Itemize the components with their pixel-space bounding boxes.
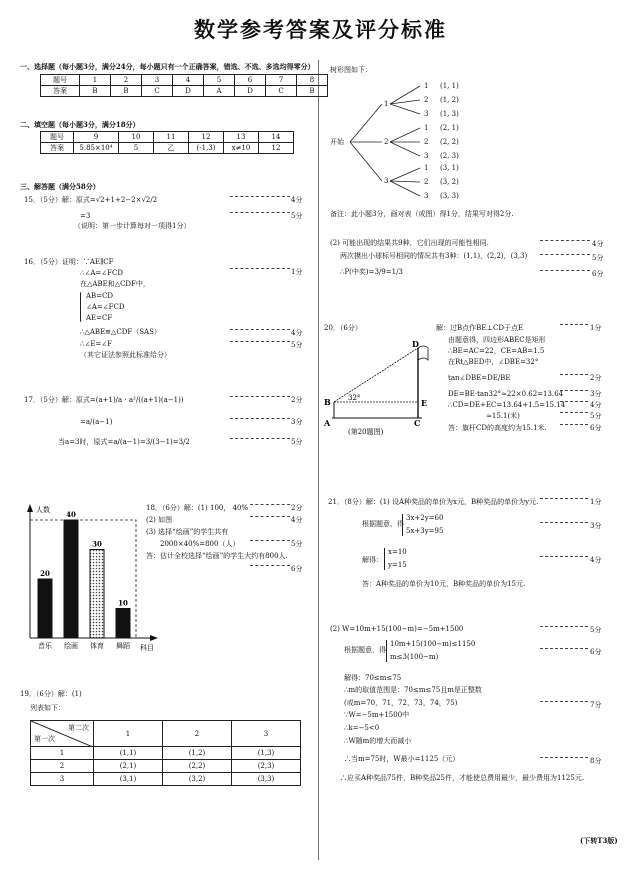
- tree-branch: [390, 100, 420, 104]
- tree-start: 开始: [330, 138, 344, 146]
- x-axis-label: 科目: [140, 644, 154, 652]
- cell: 12: [189, 132, 224, 143]
- category-label: 音乐: [38, 642, 52, 650]
- q18-score2: 4分: [291, 516, 303, 524]
- tree-second-node: 3: [424, 152, 429, 160]
- q20-line6: tan∠DBE=DE/BE: [448, 374, 511, 382]
- footer-note: (下转T3版): [580, 836, 618, 845]
- q20-line9: ≈15.1(米): [486, 412, 520, 420]
- q19b-score1: 4分: [592, 240, 604, 248]
- cell: (3,3): [232, 773, 301, 786]
- point-A: A: [324, 418, 331, 428]
- cell: 2: [111, 75, 142, 86]
- cell: A: [204, 86, 235, 97]
- q21-line7: y=15: [388, 561, 407, 569]
- q21-line3: 3x+2y=60: [406, 514, 444, 522]
- q15-score1: 4分: [291, 196, 303, 204]
- section3-heading: 三、解答题（满分58分）: [20, 182, 100, 191]
- q18-line2: (2) 如图: [146, 516, 173, 524]
- q15-line2: =3: [80, 212, 91, 220]
- q19-line1: 19．（6分）解：(1): [20, 690, 82, 698]
- bar-音乐: [38, 579, 52, 638]
- q20-line8: ∴CD=DE+EC=13.64+1.5=15.14: [448, 401, 566, 409]
- q16-score2: 4分: [291, 329, 303, 337]
- q20-score3: 3分: [590, 390, 602, 398]
- tree-second-node: 2: [424, 138, 429, 146]
- tree-second-node: 1: [424, 82, 429, 90]
- q21-m12: ∴应买A种奖品75件，B种奖品25件，才能使总费用最少，最少费用为1125元.: [340, 774, 585, 782]
- bar-value-label: 10: [118, 598, 128, 608]
- tree-second-node: 3: [424, 192, 429, 200]
- cell: 12: [259, 143, 294, 154]
- tree-branch: [390, 181, 420, 196]
- bar-绘画: [64, 520, 78, 638]
- q21-line2: 根据题意，得: [362, 520, 404, 528]
- q17-score2: 3分: [291, 418, 303, 426]
- q19-line2: 列表如下：: [30, 704, 65, 712]
- q16-score3: 5分: [291, 341, 303, 349]
- q16-line1: 16．（5分）证明：∵AE∥CF: [24, 258, 114, 266]
- tree-branch: [390, 168, 420, 181]
- q17-score1: 2分: [291, 396, 303, 404]
- tree-result: (2, 1): [440, 124, 459, 132]
- cell: 3: [142, 75, 173, 86]
- q19b-line2: 两次摸出小球标号相同的情况共有3种：(1,1)，(2,2)，(3,3): [340, 252, 528, 260]
- page-title: 数学参考答案及评分标准: [194, 18, 447, 42]
- tree-result: (1, 2): [440, 96, 459, 104]
- cell: 1: [80, 75, 111, 86]
- category-label: 舞蹈: [116, 642, 130, 650]
- q21-m6: ∴m的取值范围是：70≤m≤75且m是正整数: [344, 686, 482, 694]
- q19-table: [30, 720, 301, 786]
- q20-score6: 6分: [590, 424, 602, 432]
- q20-line7: DE=BE·tan32°≈22×0.62=13.64: [448, 390, 564, 398]
- figure-caption: (第20题图): [348, 428, 384, 436]
- row-header: 1: [31, 747, 94, 760]
- point-B: B: [324, 397, 331, 407]
- q18-score1: 2分: [291, 504, 303, 512]
- q18-line3: (3) 选择“绘画”的学生共有: [146, 528, 229, 536]
- cell: C: [142, 86, 173, 97]
- tree-result: (3, 2): [440, 178, 459, 186]
- category-label: 体育: [90, 642, 104, 650]
- q20-line1: 20．（6分）: [324, 324, 362, 332]
- header-bottom: 第一次: [34, 735, 55, 743]
- q15-line3: （说明：第一步计算每对一项得1分）: [74, 222, 191, 230]
- tree-result: (2, 3): [440, 152, 459, 160]
- point-C: C: [414, 418, 421, 428]
- cell: (2,1): [94, 760, 163, 773]
- q17-score3: 5分: [291, 438, 303, 446]
- section2-table: [40, 131, 294, 154]
- cell: (2,3): [232, 760, 301, 773]
- cell: (-1,3): [189, 143, 224, 154]
- cell: x≠10: [224, 143, 259, 154]
- col-header: 2: [163, 721, 232, 747]
- q16-line2: ∴∠A=∠FCD: [80, 269, 123, 277]
- q18-line1: 18．（6分）解：(1) 100， 40%: [146, 504, 249, 512]
- bar-value-label: 40: [66, 510, 76, 519]
- header-top: 第二次: [68, 724, 89, 732]
- bar-value-label: 20: [40, 569, 50, 578]
- bar-舞蹈: [116, 609, 130, 639]
- q21-line1: 21．（8分）解：(1) 设A种奖品的单价为x元，B种奖品的单价为y元.: [328, 498, 539, 506]
- q21-score6: 7分: [590, 701, 602, 709]
- q16-score1: 1分: [291, 268, 303, 276]
- tree-second-node: 2: [424, 178, 429, 186]
- tree-branch: [390, 181, 420, 182]
- point-D: D: [412, 339, 419, 349]
- cell: D: [235, 86, 266, 97]
- q18-line4: 2000×40%=800（人）: [160, 540, 240, 548]
- q15-line1: 15．（5分）解：原式=√2+1+2−2×√2/2: [24, 196, 158, 204]
- q21-m8: ∵W=−5m+1500中: [344, 711, 410, 719]
- q21-score1: 1分: [590, 498, 602, 506]
- q15-score2: 5分: [291, 212, 303, 220]
- cell: C: [266, 86, 297, 97]
- q19b-score3: 6分: [592, 270, 604, 278]
- q18-score3: 5分: [291, 540, 303, 548]
- row-header: 2: [31, 760, 94, 773]
- col-header: 3: [232, 721, 301, 747]
- q21-score3: 4分: [590, 556, 602, 564]
- q16-line9: （其它证法参照此标准给分）: [80, 351, 171, 359]
- tree-branch: [390, 142, 420, 156]
- q21-m2: 根据题意，得: [344, 646, 386, 654]
- row-label: 题号: [41, 132, 74, 143]
- tree-result: (1, 3): [440, 110, 459, 118]
- q20-figure: [322, 338, 442, 438]
- tree-first-1: 1: [384, 100, 389, 108]
- tree-result: (2, 2): [440, 138, 459, 146]
- tree-first-3: 3: [384, 177, 389, 185]
- cell: 4: [173, 75, 204, 86]
- q21-m11: ∴当m=75时，W最小=1125（元）: [344, 755, 460, 763]
- q18-score4: 6分: [291, 565, 303, 573]
- q17-line2: =a/(a−1): [80, 418, 113, 426]
- row-header: 3: [31, 773, 94, 786]
- row-label: 答案: [41, 143, 74, 154]
- cell: (3,1): [94, 773, 163, 786]
- q20-line4: ∴BE=AC=22，CE=AB=1.5: [448, 347, 545, 355]
- cell: D: [173, 86, 204, 97]
- cell: 5: [119, 143, 154, 154]
- q20-line3: 由题意得，四边形ABEC是矩形: [448, 336, 546, 344]
- q17-line1: 17．（5分）解：原式=(a+1)/a · a²/((a+1)(a−1)): [24, 396, 184, 404]
- q21-line6: x=10: [388, 548, 407, 556]
- q19b-score2: 5分: [592, 254, 604, 262]
- q20-score1: 1分: [590, 324, 602, 332]
- tree-note: 备注：此小题3分，画对表（或图）得1分，结果写对得2分.: [330, 210, 514, 218]
- q21-m5: 解得：70≤m≤75: [344, 674, 402, 682]
- section1-heading: 一、选择题（每小题3分，满分24分，每小题只有一个正确答案，错选、不选、多选均得零分）: [20, 62, 315, 71]
- cell: B: [111, 86, 142, 97]
- tree-branch: [390, 104, 420, 114]
- q21-line5: 解得：: [362, 556, 383, 564]
- bar-value-label: 30: [92, 539, 102, 549]
- cell: 10: [119, 132, 154, 143]
- q16-line3: 在△ABE和△CDF中，: [80, 280, 150, 288]
- cell: B: [297, 86, 328, 97]
- tree-branch: [390, 86, 420, 104]
- cell: (1,1): [94, 747, 163, 760]
- q18-line5: 答：估计全校选择“绘画”的学生大约有800人.: [146, 552, 288, 560]
- q20-line10: 答：旗杆CD的高度约为15.1米.: [448, 424, 547, 432]
- cell: (1,3): [232, 747, 301, 760]
- q21-m7: (或m=70，71，72，73，74，75): [344, 699, 458, 707]
- cell: 6: [235, 75, 266, 86]
- q20-score2: 2分: [590, 374, 602, 382]
- bar-体育: [90, 550, 104, 639]
- q21-m10: ∴W随m的增大而减小: [344, 737, 412, 745]
- q21-score5: 6分: [590, 648, 602, 656]
- q16-line7: ∴△ABE≌△CDF（SAS）: [80, 328, 161, 336]
- q21-score7: 8分: [590, 757, 602, 765]
- tree-result: (3, 1): [440, 164, 459, 172]
- q21-score2: 3分: [590, 522, 602, 530]
- tree-heading: 树形图如下：: [330, 66, 372, 74]
- tree-second-node: 3: [424, 110, 429, 118]
- tree-branch: [350, 104, 382, 142]
- cell: (3,2): [163, 773, 232, 786]
- cell: 5: [204, 75, 235, 86]
- tree-second-node: 2: [424, 96, 429, 104]
- cell: 8: [297, 75, 328, 86]
- q21-m9: ∴k=−5<0: [344, 724, 380, 732]
- cell: B: [80, 86, 111, 97]
- cell: 13: [224, 132, 259, 143]
- point-E: E: [421, 398, 428, 408]
- cell: 11: [154, 132, 189, 143]
- angle-label: 32°: [348, 394, 361, 402]
- q20-line2: 解：过B点作BE⊥CD于点E: [436, 324, 524, 332]
- cell: 9: [74, 132, 119, 143]
- q19b-line3: ∴P(中奖)=3/9=1/3: [340, 268, 403, 276]
- cell: 乙: [154, 143, 189, 154]
- cell: (2,2): [163, 760, 232, 773]
- cell: 14: [259, 132, 294, 143]
- col-header: 1: [94, 721, 163, 747]
- section1-table: [40, 74, 328, 97]
- q20-score4: 4分: [590, 401, 602, 409]
- q16-line4: AB=CD: [86, 292, 114, 300]
- tree-second-node: 1: [424, 124, 429, 132]
- tree-branch: [350, 142, 382, 181]
- q16-line6: AE=CF: [86, 314, 113, 322]
- cell: 5.85×10⁴: [74, 143, 119, 154]
- q16-line5: ∠A=∠FCD: [86, 303, 125, 311]
- section2-heading: 二、填空题（每小题3分，满分18分）: [20, 120, 140, 129]
- q16-line8: ∴∠E=∠F: [80, 340, 113, 348]
- q20-line5: 在Rt△BED中，∠DBE=32°: [448, 358, 539, 366]
- q21-line8: 答：A种奖品的单价为10元，B种奖品的单价为15元.: [362, 580, 526, 588]
- tree-second-node: 1: [424, 164, 429, 172]
- tree-branch: [390, 128, 420, 142]
- tree-first-2: 2: [384, 138, 389, 146]
- tree-result: (3, 3): [440, 192, 459, 200]
- bar-chart: [14, 498, 164, 658]
- q17-line3: 当a=3时，原式=a/(a−1)=3/(3−1)=3/2: [58, 438, 190, 446]
- q21-line4: 5x+3y=95: [406, 527, 444, 535]
- cell: 7: [266, 75, 297, 86]
- cell: (1,2): [163, 747, 232, 760]
- q21-m4: m≤3(100−m): [390, 653, 439, 661]
- q21-m3: 10m+15(100−m)≤1150: [390, 640, 476, 648]
- q21-m1: (2) W=10m+15(100−m)=−5m+1500: [330, 625, 464, 633]
- q21-score4: 5分: [590, 626, 602, 634]
- y-axis-label: 人数: [36, 506, 50, 514]
- row-label: 题号: [41, 75, 80, 86]
- q20-score5: 5分: [590, 412, 602, 420]
- diag-header-cell: [31, 721, 94, 747]
- q19b-line1: (2) 可能出现的结果共9种，它们出现的可能性相同.: [330, 239, 489, 247]
- row-label: 答案: [41, 86, 80, 97]
- category-label: 绘画: [64, 642, 78, 650]
- tree-result: (1, 1): [440, 82, 459, 90]
- column-divider: [318, 60, 319, 860]
